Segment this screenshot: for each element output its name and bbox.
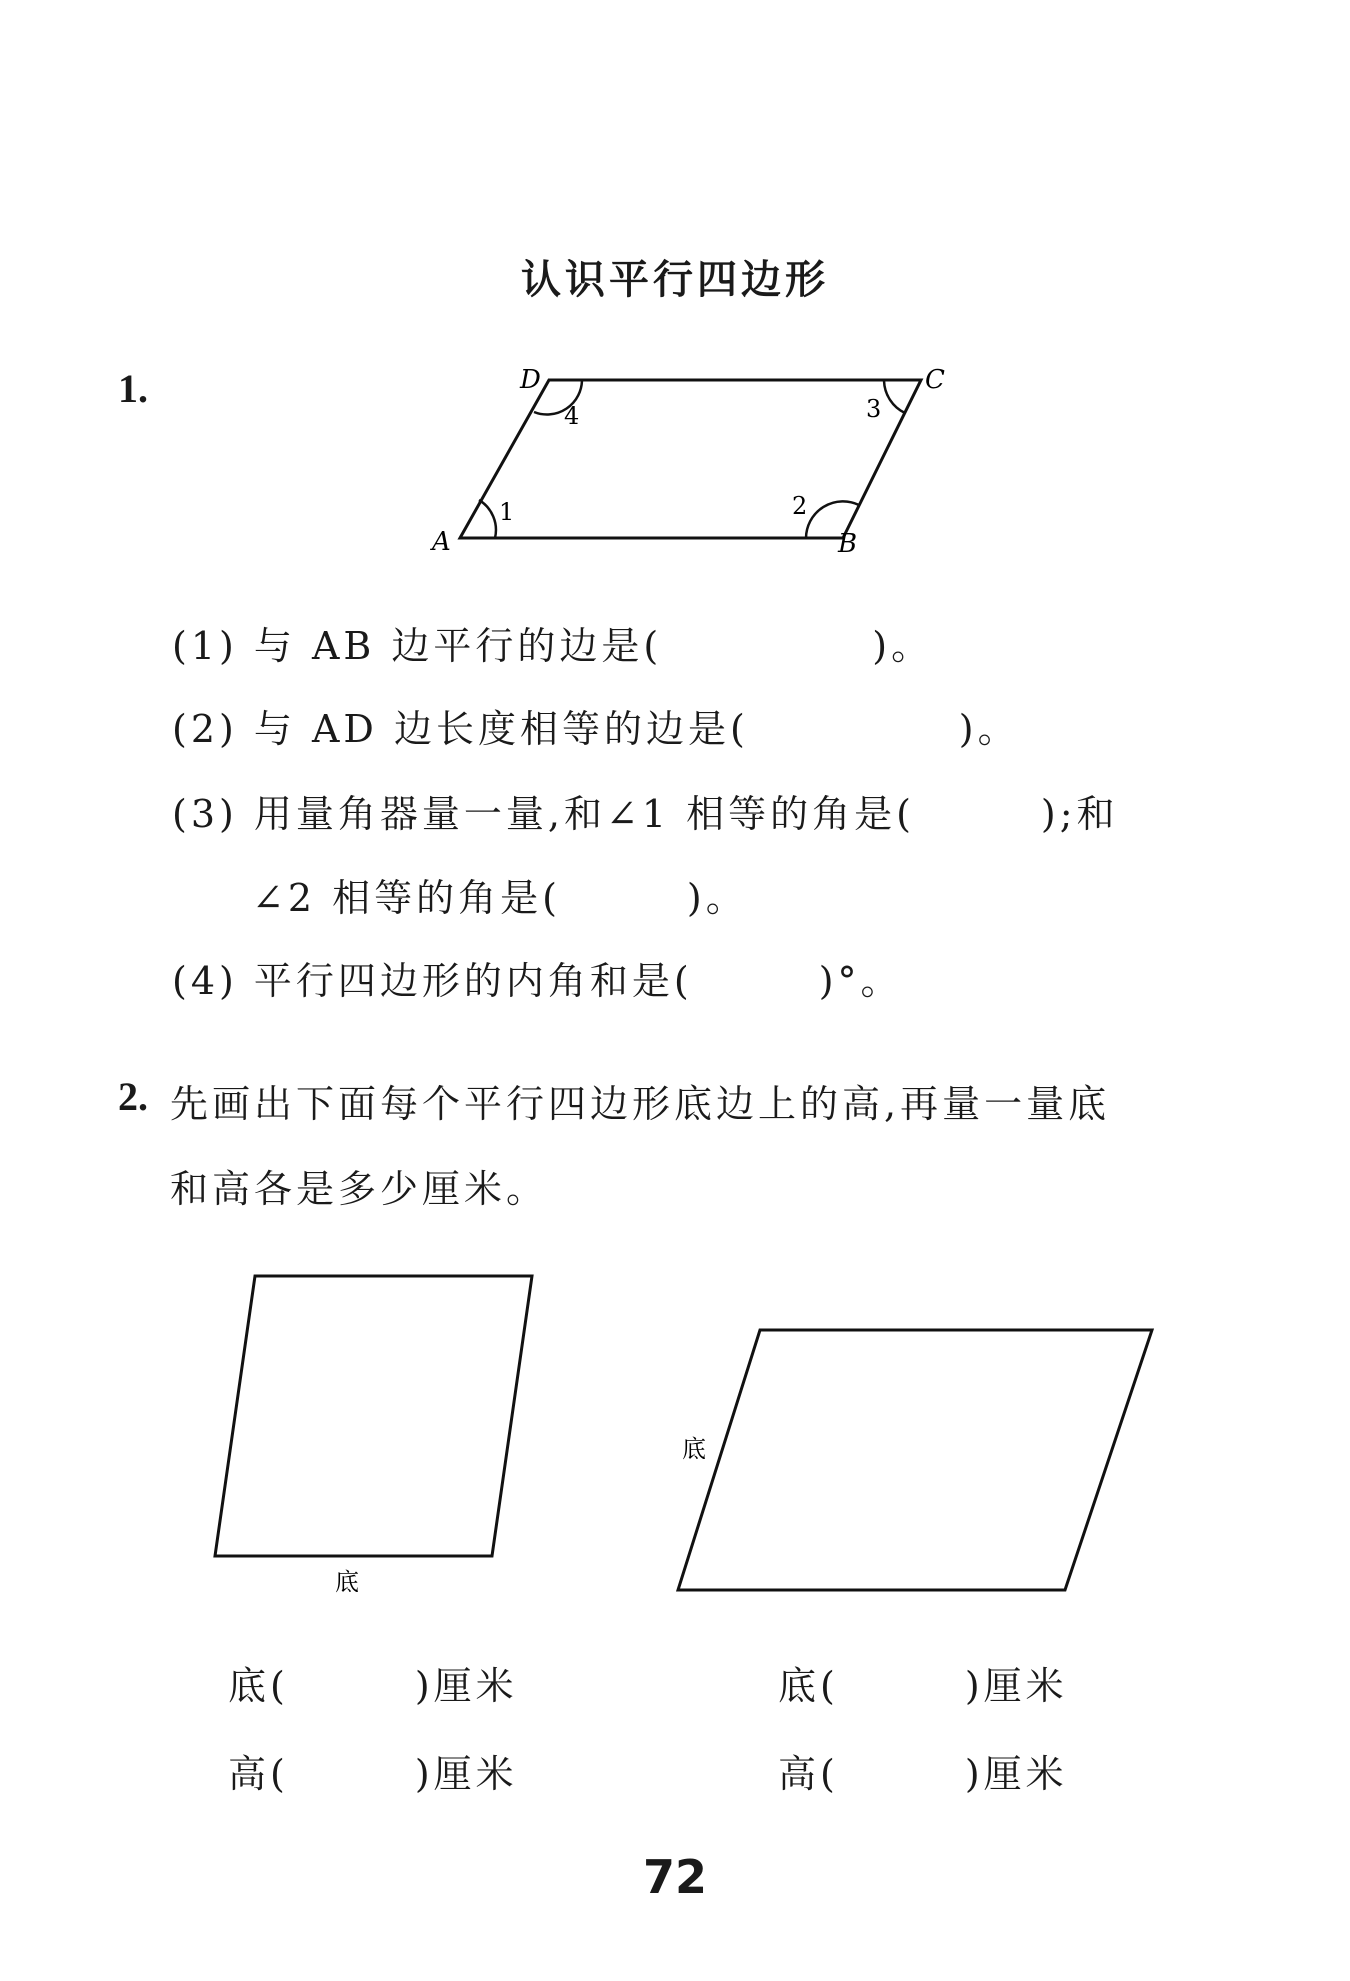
question-2-text-line-1: 先画出下面每个平行四边形底边上的高,再量一量底	[170, 1082, 1111, 1126]
vertex-a-label: A	[432, 527, 451, 557]
right-base-label: 底	[682, 1435, 706, 1463]
angle-2-label: 2	[792, 492, 808, 520]
vertex-c-label: C	[925, 365, 945, 395]
question-1-item-4: (4) 平行四边形的内角和是( )°。	[172, 959, 903, 1003]
left-parallelogram-outline	[215, 1276, 532, 1556]
question-1-item-1: (1) 与 AB 边平行的边是( )。	[172, 624, 934, 668]
angle-1-arc	[479, 500, 496, 538]
angle-4-label: 4	[564, 402, 580, 430]
question-1-item-2: (2) 与 AD 边长度相等的边是( )。	[172, 707, 1020, 751]
question-1-number: 1.	[118, 366, 148, 411]
parallelogram-abcd-figure	[420, 360, 980, 560]
vertex-b-label: B	[838, 529, 858, 559]
angle-3-label: 3	[866, 395, 882, 423]
right-parallelogram-figure	[670, 1320, 1160, 1600]
question-1-item-3-continued: ∠2 相等的角是( )。	[252, 876, 748, 920]
left-height-answer: 高( )厘米	[228, 1752, 518, 1796]
page-title: 认识平行四边形	[521, 257, 829, 303]
page-number: 72	[642, 1850, 707, 1904]
angle-1-label: 1	[499, 498, 515, 526]
left-base-answer: 底( )厘米	[228, 1664, 518, 1708]
right-parallelogram-outline	[678, 1330, 1152, 1590]
parallelogram-abcd-outline	[460, 380, 921, 538]
right-base-answer: 底( )厘米	[778, 1664, 1068, 1708]
question-1-item-3: (3) 用量角器量一量,和∠1 相等的角是( );和	[172, 792, 1119, 836]
left-parallelogram-figure	[205, 1265, 545, 1600]
question-2-text-line-2: 和高各是多少厘米。	[170, 1167, 549, 1211]
angle-3-arc	[884, 380, 905, 413]
left-base-label: 底	[335, 1568, 359, 1596]
vertex-d-label: D	[520, 365, 541, 395]
right-height-answer: 高( )厘米	[778, 1752, 1068, 1796]
question-2-number: 2.	[118, 1074, 148, 1119]
